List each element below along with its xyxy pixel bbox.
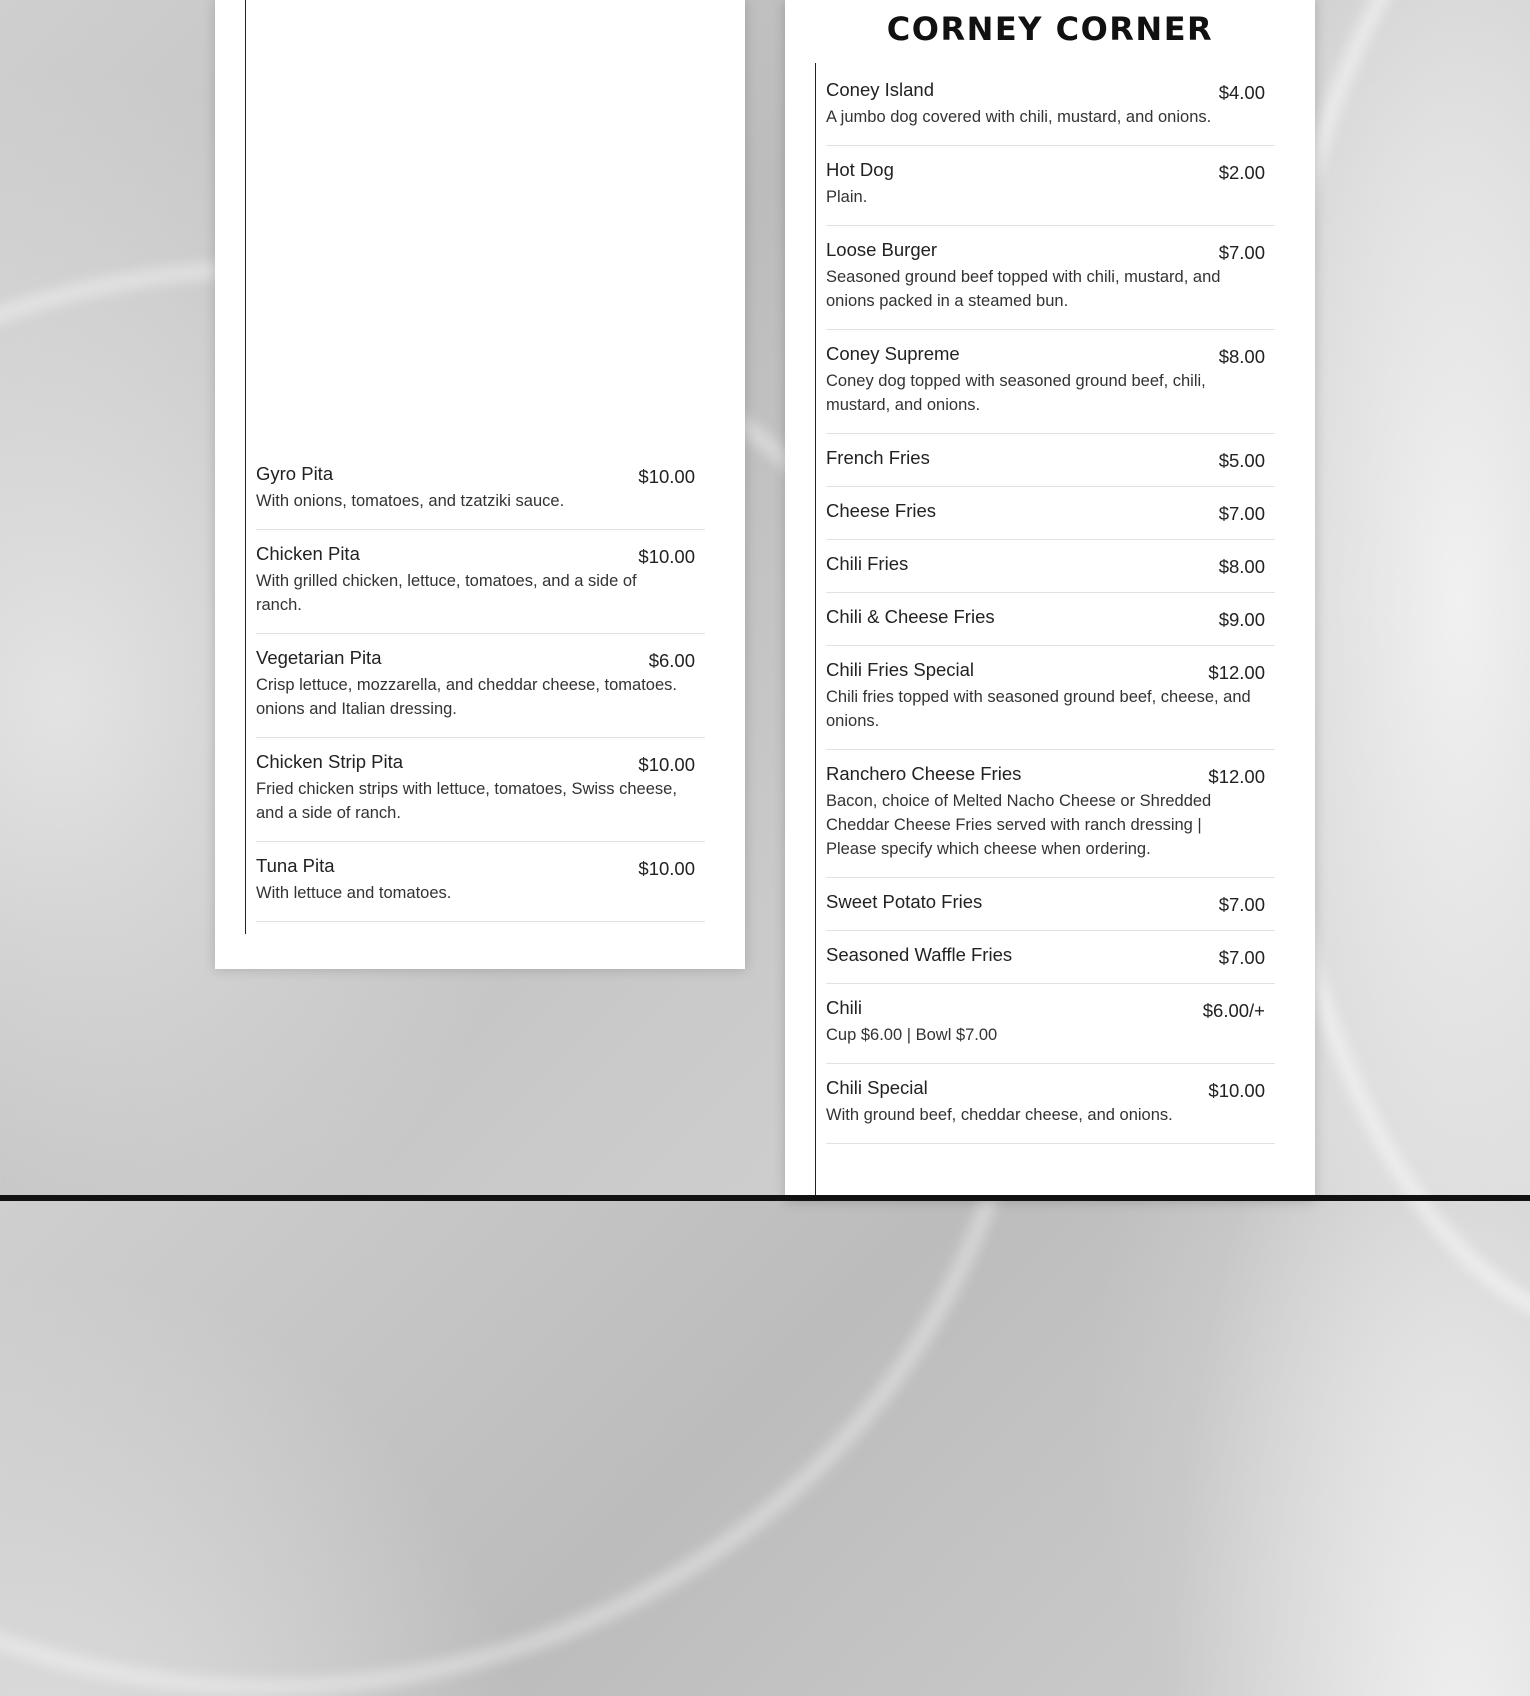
menu-panel-pitas <box>215 0 745 969</box>
menu-item <box>826 593 1275 646</box>
menu-item <box>256 842 705 922</box>
menu-item <box>826 878 1275 931</box>
menu-item-price: $7.00 <box>1218 242 1265 263</box>
menu-item <box>826 1064 1275 1144</box>
menu-item-name: Coney Supreme <box>826 343 960 364</box>
menu-item-price: $7.00 <box>1218 894 1265 915</box>
menu-item-price: $2.00 <box>1218 162 1265 183</box>
menu-item-price: $12.00 <box>1208 662 1265 683</box>
menu-item-price: $5.00 <box>1218 450 1265 471</box>
menu-item-name: Chili Special <box>826 1077 928 1098</box>
menu-item-description: With lettuce and tomatoes. <box>256 884 452 902</box>
menu-item-description: Bacon, choice of Melted Nacho Cheese or Shredded Cheddar Cheese Fries served with ranch dressing | Please specify which cheese when ordering. <box>826 792 1212 858</box>
menu-item-price: $10.00 <box>638 858 695 879</box>
menu-item-price: $12.00 <box>1208 766 1265 787</box>
menu-item <box>826 146 1275 226</box>
menu-list <box>826 66 1275 1144</box>
menu-item-name: Chili & Cheese Fries <box>826 606 995 627</box>
menu-item <box>256 634 705 738</box>
menu-item-description: Chili fries topped with seasoned ground beef, cheese, and onions. <box>826 688 1251 730</box>
menu-item-name: Chili Fries <box>826 553 909 574</box>
menu-item-description: With grilled chicken, lettuce, tomatoes, and a side of ranch. <box>256 572 637 614</box>
menu-panel-corney-corner <box>785 0 1315 1201</box>
menu-item-price: $6.00 <box>648 650 695 671</box>
menu-item-name: Chicken Strip Pita <box>256 751 404 772</box>
vertical-rule <box>245 0 246 934</box>
menu-item-description: Cup $6.00 | Bowl $7.00 <box>826 1026 998 1044</box>
menu-item-price: $9.00 <box>1218 609 1265 630</box>
menu-item-name: Chicken Pita <box>256 543 360 564</box>
menu-item-name: Chili Fries Special <box>826 659 975 680</box>
menu-item-price: $8.00 <box>1218 556 1265 577</box>
menu-item-description: With onions, tomatoes, and tzatziki sauce. <box>256 492 565 510</box>
menu-item <box>826 226 1275 330</box>
menu-item-name: Coney Island <box>826 79 934 100</box>
menu-item <box>256 738 705 842</box>
menu-item-description: Plain. <box>826 188 868 206</box>
menu-item-price: $10.00 <box>638 546 695 567</box>
menu-item <box>826 750 1275 878</box>
menu-item <box>826 984 1275 1064</box>
menu-item-name: Loose Burger <box>826 239 938 260</box>
menu-item <box>826 540 1275 593</box>
menu-item-name: Tuna Pita <box>256 855 335 876</box>
menu-item <box>256 530 705 634</box>
menu-item <box>826 330 1275 434</box>
menu-item-price: $10.00 <box>1208 1080 1265 1101</box>
menu-item-name: Hot Dog <box>826 159 894 180</box>
vertical-rule <box>815 63 816 1201</box>
menu-item-name: Cheese Fries <box>826 500 937 521</box>
menu-item-name: Sweet Potato Fries <box>826 891 983 912</box>
menu-item <box>826 646 1275 750</box>
menu-item-description: Crisp lettuce, mozzarella, and cheddar cheese, tomatoes. onions and Italian dressing. <box>256 676 677 718</box>
menu-item-name: Ranchero Cheese Fries <box>826 763 1022 784</box>
menu-item-description: Coney dog topped with seasoned ground beef, chili, mustard, and onions. <box>826 372 1206 414</box>
menu-item-description: With ground beef, cheddar cheese, and onions. <box>826 1106 1173 1124</box>
menu-item-description: A jumbo dog covered with chili, mustard, and onions. <box>826 108 1212 126</box>
menu-item-price: $7.00 <box>1218 947 1265 968</box>
menu-item <box>826 66 1275 146</box>
menu-item-name: Vegetarian Pita <box>256 647 382 668</box>
menu-item-name: Seasoned Waffle Fries <box>826 944 1013 965</box>
menu-item-name: Chili <box>826 997 862 1018</box>
menu-item-price: $10.00 <box>638 466 695 487</box>
menu-item-price: $4.00 <box>1218 82 1265 103</box>
menu-item-name: Gyro Pita <box>256 463 334 484</box>
menu-item-price: $6.00/+ <box>1202 1000 1265 1021</box>
menu-item-price: $7.00 <box>1218 503 1265 524</box>
menu-item-price: $8.00 <box>1218 346 1265 367</box>
menu-item <box>826 434 1275 487</box>
menu-list <box>256 450 705 922</box>
menu-item-name: French Fries <box>826 447 930 468</box>
section-title: CORNEY CORNER <box>886 10 1214 48</box>
menu-item-price: $10.00 <box>638 754 695 775</box>
bottom-bar <box>0 1195 1530 1201</box>
menu-item <box>826 487 1275 540</box>
menu-item-description: Seasoned ground beef topped with chili, mustard, and onions packed in a steamed bun. <box>826 268 1221 310</box>
menu-item <box>256 450 705 530</box>
menu-item <box>826 931 1275 984</box>
menu-item-description: Fried chicken strips with lettuce, tomatoes, Swiss cheese, and a side of ranch. <box>256 780 677 822</box>
